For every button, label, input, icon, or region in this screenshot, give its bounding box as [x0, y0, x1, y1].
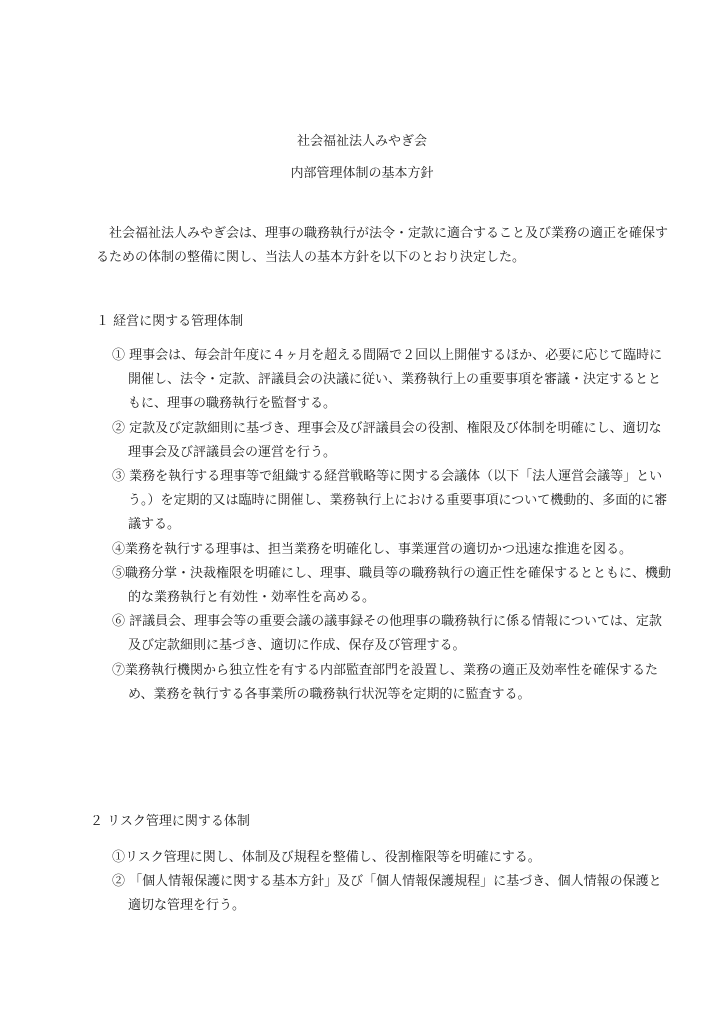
- list-item: ⑤職務分掌・決裁権限を明確にし、理事、職員等の職務執行の適正性を確保するとともに、機動的な業務執行と有効性・効率性を高める。: [112, 565, 672, 606]
- intro-paragraph: 社会福祉法人みやぎ会は、理事の職務執行が法令・定款に適合すること及び業務の適正を確保するための体制の整備に関し、当法人の基本方針を以下のとおり決定した。: [96, 226, 669, 265]
- section-heading-risk: ２ リスク管理に関する体制: [90, 814, 250, 829]
- section-items-management: [112, 344, 672, 707]
- list-item: ② 「個人情報保護に関する基本方針」及び「個人情報保護規程」に基づき、個人情報の保護と適切な管理を行う。: [112, 874, 662, 914]
- organization-name: 社会福祉法人みやぎ会: [296, 134, 427, 149]
- list-item: ③ 業務を執行する理事等で組織する経営戦略等に関する会議体（以下「法人運営会議等」という。）を定期的又は臨時に開催し、業務執行上における重要事項について機動的、多面的に審議する。: [112, 469, 668, 533]
- list-item: ② 定款及び定款細則に基づき、理事会及び評議員会の役割、権限及び体制を明確にし、適切な理事会及び評議員会の運営を行う。: [112, 420, 662, 460]
- list-item: ⑥ 評議員会、理事会等の重要会議の議事録その他理事の職務執行に係る情報については、定款及び定款細則に基づき、適切に作成、保存及び管理する。: [112, 614, 662, 654]
- list-item: ⑦業務執行機関から独立性を有する内部監査部門を設置し、業務の適正及効率性を確保するため、業務を執行する各事業所の職務執行状況等を定期的に監査する。: [112, 662, 659, 702]
- section-heading-management: １ 経営に関する管理体制: [96, 314, 244, 329]
- list-item: ①リスク管理に関し、体制及び規程を整備し、役割権限等を明確にする。: [112, 850, 541, 865]
- list-item: ④業務を執行する理事は、担当業務を明確化し、事業運営の適切かつ迅速な推進を図る。: [112, 541, 633, 557]
- list-item: ① 理事会は、毎会計年度に４ヶ月を超える間隔で２回以上開催するほか、必要に応じて臨時に開催し、法令・定款、評議員会の決議に従い、業務執行上の重要事項を審議・決定するとともに、理事の職務執行を監督する。: [112, 348, 663, 412]
- document-title: 内部管理体制の基本方針: [290, 166, 434, 181]
- section-items-risk: [112, 846, 672, 919]
